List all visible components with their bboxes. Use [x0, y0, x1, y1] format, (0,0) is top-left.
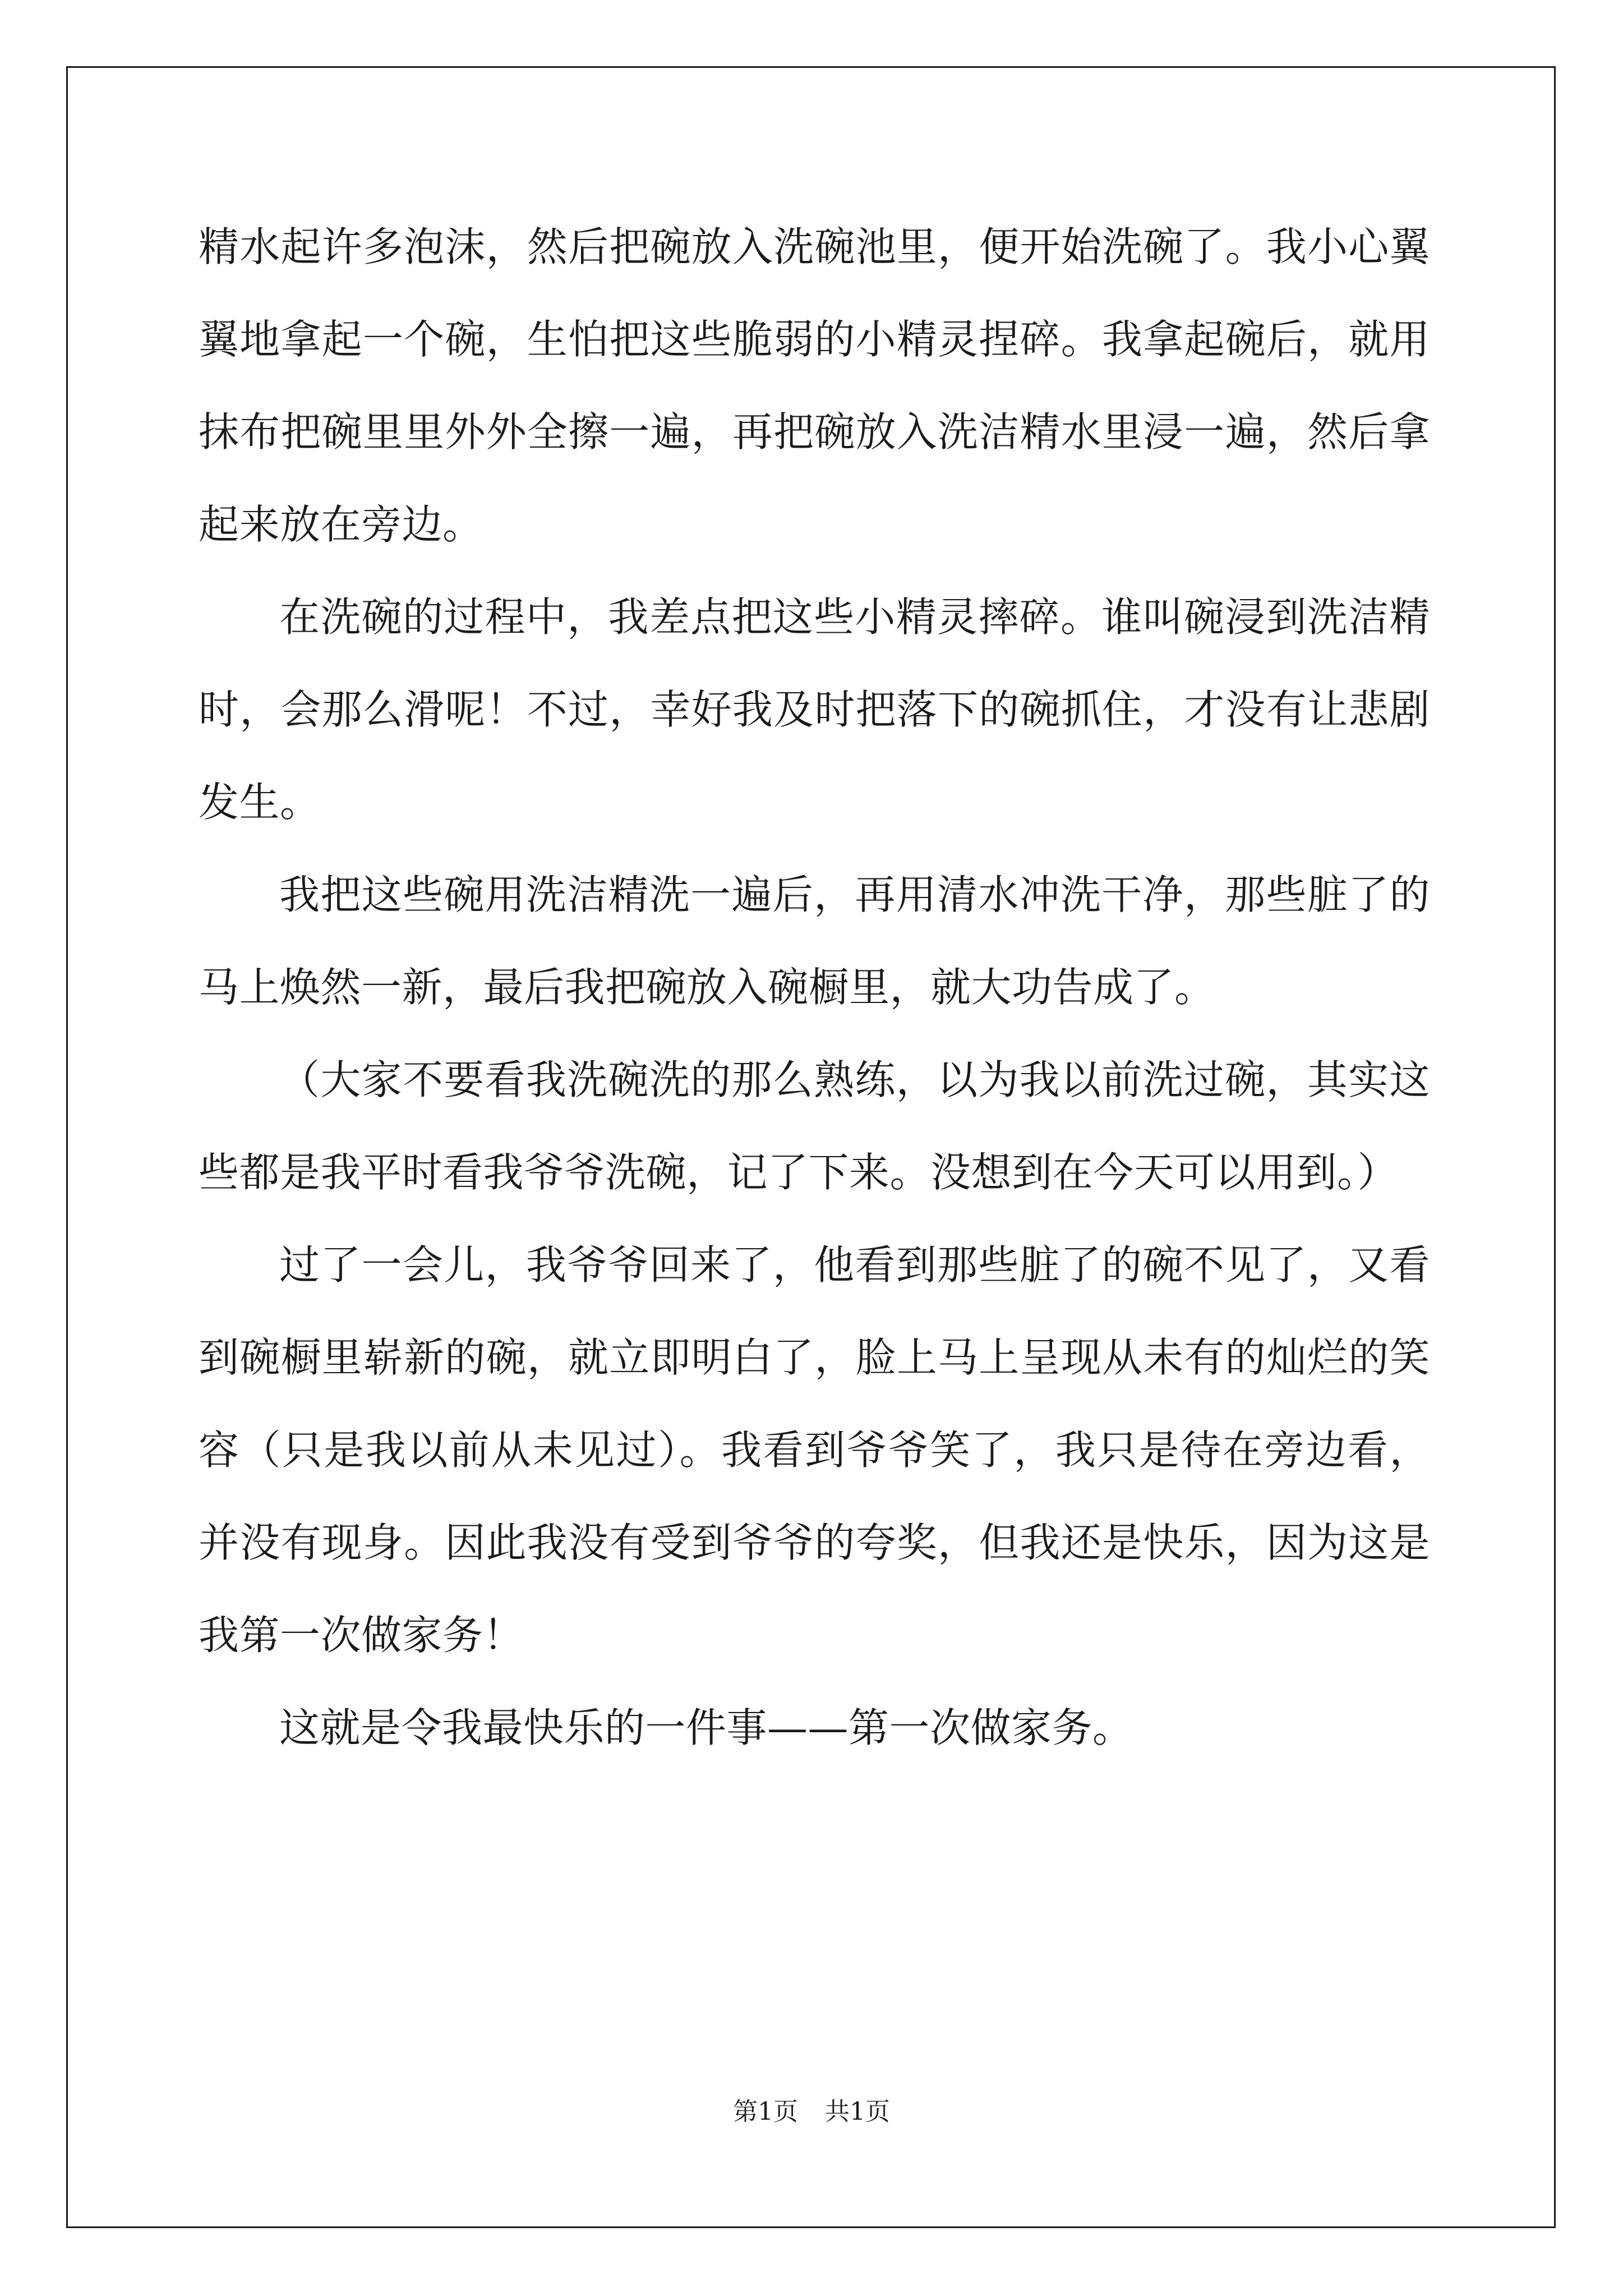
paragraph: 我把这些碗用洗洁精洗一遍后，再用清水冲洗干净，那些脏了的马上焕然一新，最后我把碗放入碗橱里，就大功告成了。 — [199, 871, 1430, 1011]
document-body — [199, 201, 1430, 1774]
page-number: 第1页 — [733, 2097, 798, 2126]
paragraph: 在洗碗的过程中，我差点把这些小精灵摔碎。谁叫碗浸到洗洁精时，会那么滑呢！不过，幸好我及时把落下的碗抓住，才没有让悲剧发生。 — [199, 593, 1430, 826]
page-footer — [0, 2091, 1623, 2127]
paragraph: 这就是令我最快乐的一件事——第一次做家务。 — [279, 1704, 1133, 1751]
paragraph: （大家不要看我洗碗洗的那么熟练，以为我以前洗过碗，其实这些都是我平时看我爷爷洗碗，记了下来。没想到在今天可以用到。） — [199, 1056, 1430, 1196]
paragraph: 过了一会儿，我爷爷回来了，他看到那些脏了的碗不见了，又看到碗橱里崭新的碗，就立即明白了，脸上马上呈现从未有的灿烂的笑容（只是我以前从未见过）。我看到爷爷笑了，我只是待在旁边看，并没有现身。因此我没有受到爷爷的夸奖，但我还是快乐，因为这是我第一次做家务！ — [199, 1241, 1430, 1659]
page-total: 共1页 — [825, 2097, 890, 2126]
paragraph-continuation: 精水起许多泡沫，然后把碗放入洗碗池里，便开始洗碗了。我小心翼翼地拿起一个碗，生怕把这些脆弱的小精灵捏碎。我拿起碗后，就用抹布把碗里里外外全擦一遍，再把碗放入洗洁精水里浸一遍，然后拿起来放在旁边。 — [199, 223, 1430, 548]
